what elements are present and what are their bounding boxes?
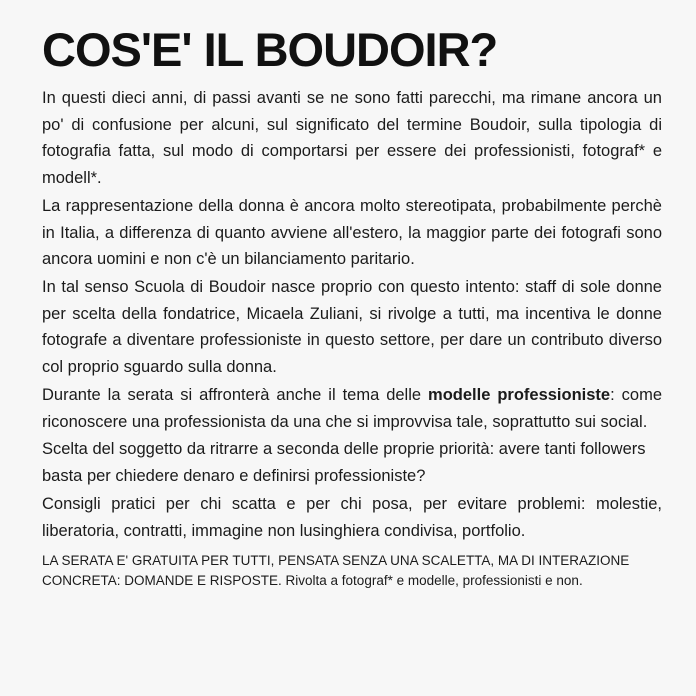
paragraph-intro: In questi dieci anni, di passi avanti se ne sono fatti parecchi, ma rimane ancora un po' di confusione per alcuni, sul significato del termine Boudoir, sulla tipologia di fotografia fatta, sul modo di comportarsi per essere dei professionisti, fotograf* e modell*. [42, 89, 662, 188]
highlight-lead: Durante la serata si affronterà anche il tema delle [42, 385, 429, 404]
page-title: COS'E' IL BOUDOIR? [42, 23, 498, 76]
paragraph-practical-advice: Consigli pratici per chi scatta e per chi posa, per evitare problemi: molestie, liberatoria, contratti, immagine non lusinghiera condivisa, portfolio. [42, 494, 662, 540]
footer-note: LA SERATA E' GRATUITA PER TUTTI, PENSATA SENZA UNA SCALETTA, MA DI INTERAZIONE CONCRETA: DOMANDE E RISPOSTE. Rivolta a fotograf* e modelle, professionisti e non. [42, 553, 630, 588]
paragraph-school-mission: In tal senso Scuola di Boudoir nasce proprio con questo intento: staff di sole donne per scelta della fondatrice, Micaela Zuliani, si rivolge a tutti, ma incentiva le donne fotografe a diventare professioniste in questo settore, per dare un contributo diverso col proprio sguardo sulla donna. [42, 278, 662, 377]
highlight-tail: : come riconoscere una professionista da una che si improvvisa tale, soprattutto sui social. [42, 385, 662, 431]
paragraph-highlight [42, 382, 666, 435]
paragraph-subject-choice: Scelta del soggetto da ritrarre a seconda delle proprie priorità: avere tanti followers basta per chiedere denaro e definirsi professioniste? [42, 440, 646, 486]
paragraph-representation: La rappresentazione della donna è ancora molto stereotipata, probabilmente perchè in Italia, a differenza di quanto avviene all'estero, la maggior parte dei fotografi sono ancora uomini e non c'è un bilanciamento paritario. [42, 196, 662, 269]
highlight-bold: modelle professioniste [428, 385, 611, 404]
